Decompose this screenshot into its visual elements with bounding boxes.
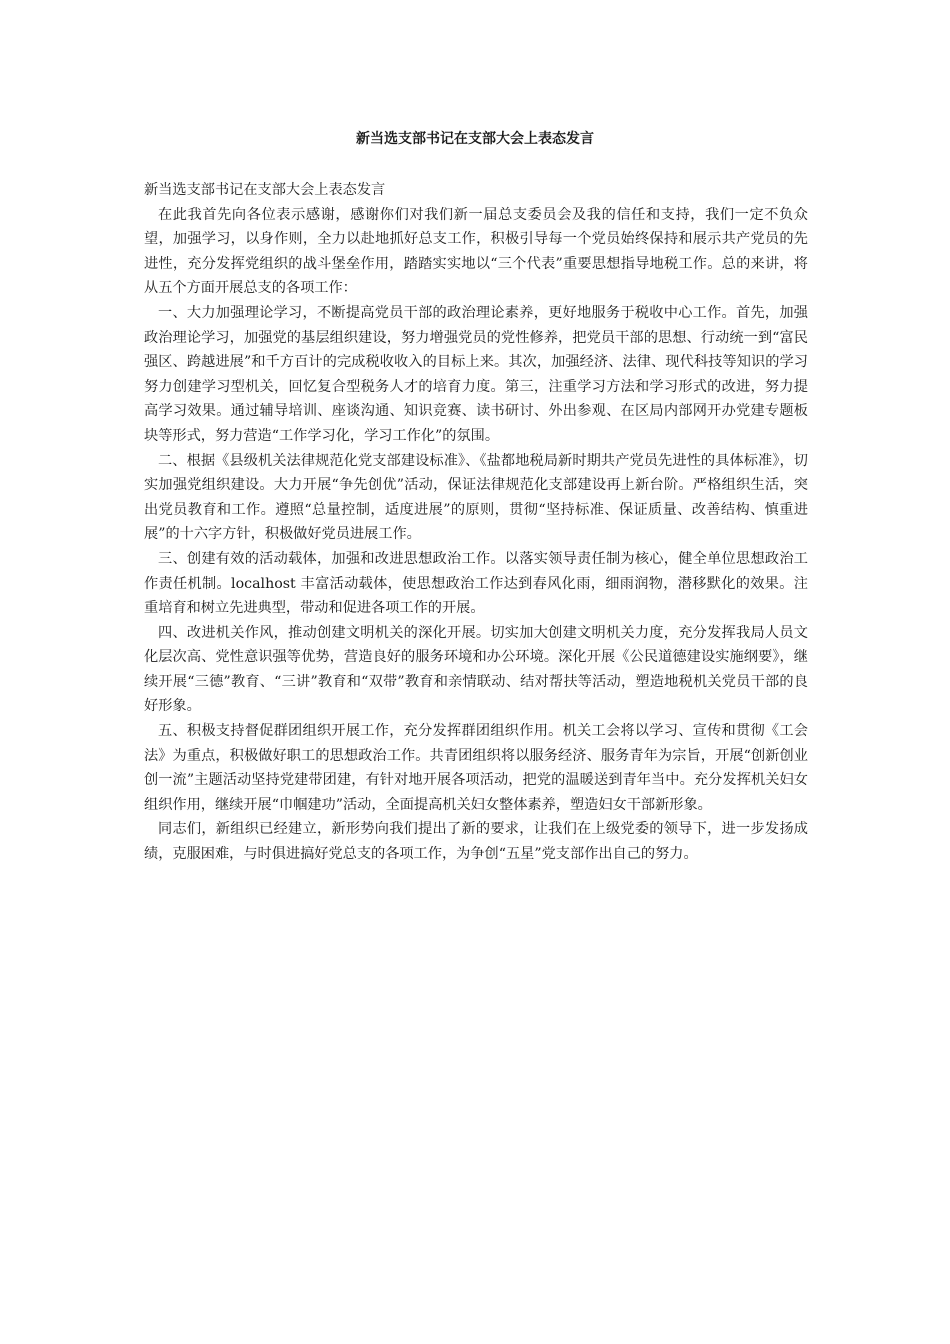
paragraph-section-5: 五、积极支持督促群团组织开展工作，充分发挥群团组织作用。机关工会将以学习、宣传和贯彻《工会法》为重点，积极做好职工的思想政治工作。共青团组织将以服务经济、服务青年为宗旨，开展“创新创业创一流”主题活动坚持党建带团建，有针对地开展各项活动，把党的温暖送到青年当中。充分发挥机关妇女组织作用，继续开展“巾帼建功”活动，全面提高机关妇女整体素养，塑造妇女干部新形象。 (144, 723, 808, 813)
document-title: 新当选支部书记在支部大会上表态发言 (356, 131, 594, 147)
paragraph-closing: 同志们，新组织已经建立，新形势向我们提出了新的要求，让我们在上级党委的领导下，进一步发扬成绩，克服困难，与时俱进搞好党总支的各项工作，为争创“五星”党支部作出自己的努力。 (144, 821, 808, 863)
paragraph-section-3: 三、创建有效的活动载体，加强和改进思想政治工作。以落实领导责任制为核心，健全单位思想政治工作责任机制。localhost 丰富活动载体，使思想政治工作达到春风化雨，细雨润物，潜移默化的效果。注重培育和树立先进典型，带动和促进各项工作的开展。 (144, 550, 808, 617)
paragraph-section-2: 二、根据《县级机关法律规范化党支部建设标准》、《盐都地税局新时期共产党员先进性的具体标准》，切实加强党组织建设。大力开展“争先创优”活动，保证法律规范化支部建设再上新台阶。严格组织生活，突出党员教育和工作。遵照“总量控制，适度进展”的原则，贯彻“坚持标准、保证质量、改善结构、慎重进展”的十六字方针，积极做好党员进展工作。 (144, 452, 808, 543)
document-body (144, 178, 808, 867)
paragraph-section-4: 四、改进机关作风，推动创建文明机关的深化开展。切实加大创建文明机关力度，充分发挥我局人员文化层次高、党性意识强等优势，营造良好的服务环境和办公环境。深化开展《公民道德建设实施纲要》，继续开展“三德”教育、“三讲”教育和“双带”教育和亲情联动、结对帮扶等活动，塑造地税机关党员干部的良好形象。 (144, 624, 808, 715)
paragraph-intro: 在此我首先向各位表示感谢，感谢你们对我们新一届总支委员会及我的信任和支持，我们一定不负众望，加强学习，以身作则，全力以赴地抓好总支工作，积极引导每一个党员始终保持和展示共产党员的先进性，充分发挥党组织的战斗堡垒作用，踏踏实实地以“三个代表”重要思想指导地税工作。总的来讲，将从五个方面开展总支的各项工作： (144, 206, 808, 297)
document-heading: 新当选支部书记在支部大会上表态发言 (144, 182, 386, 198)
paragraph-section-1: 一、大力加强理论学习，不断提高党员干部的政治理论素养，更好地服务于税收中心工作。首先，加强政治理论学习，加强党的基层组织建设，努力增强党员的党性修养，把党员干部的思想、行动统一到“富民强区、跨越进展”和千方百计的完成税收收入的目标上来。其次，加强经济、法律、现代科技等知识的学习努力创建学习型机关，回忆复合型税务人才的培育力度。第三，注重学习方法和学习形式的改进，努力提高学习效果。通过辅导培训、座谈沟通、知识竞赛、读书研讨、外出参观、在区局内部网开办党建专题板块等形式，努力营造“工作学习化，学习工作化”的氛围。 (144, 304, 808, 444)
